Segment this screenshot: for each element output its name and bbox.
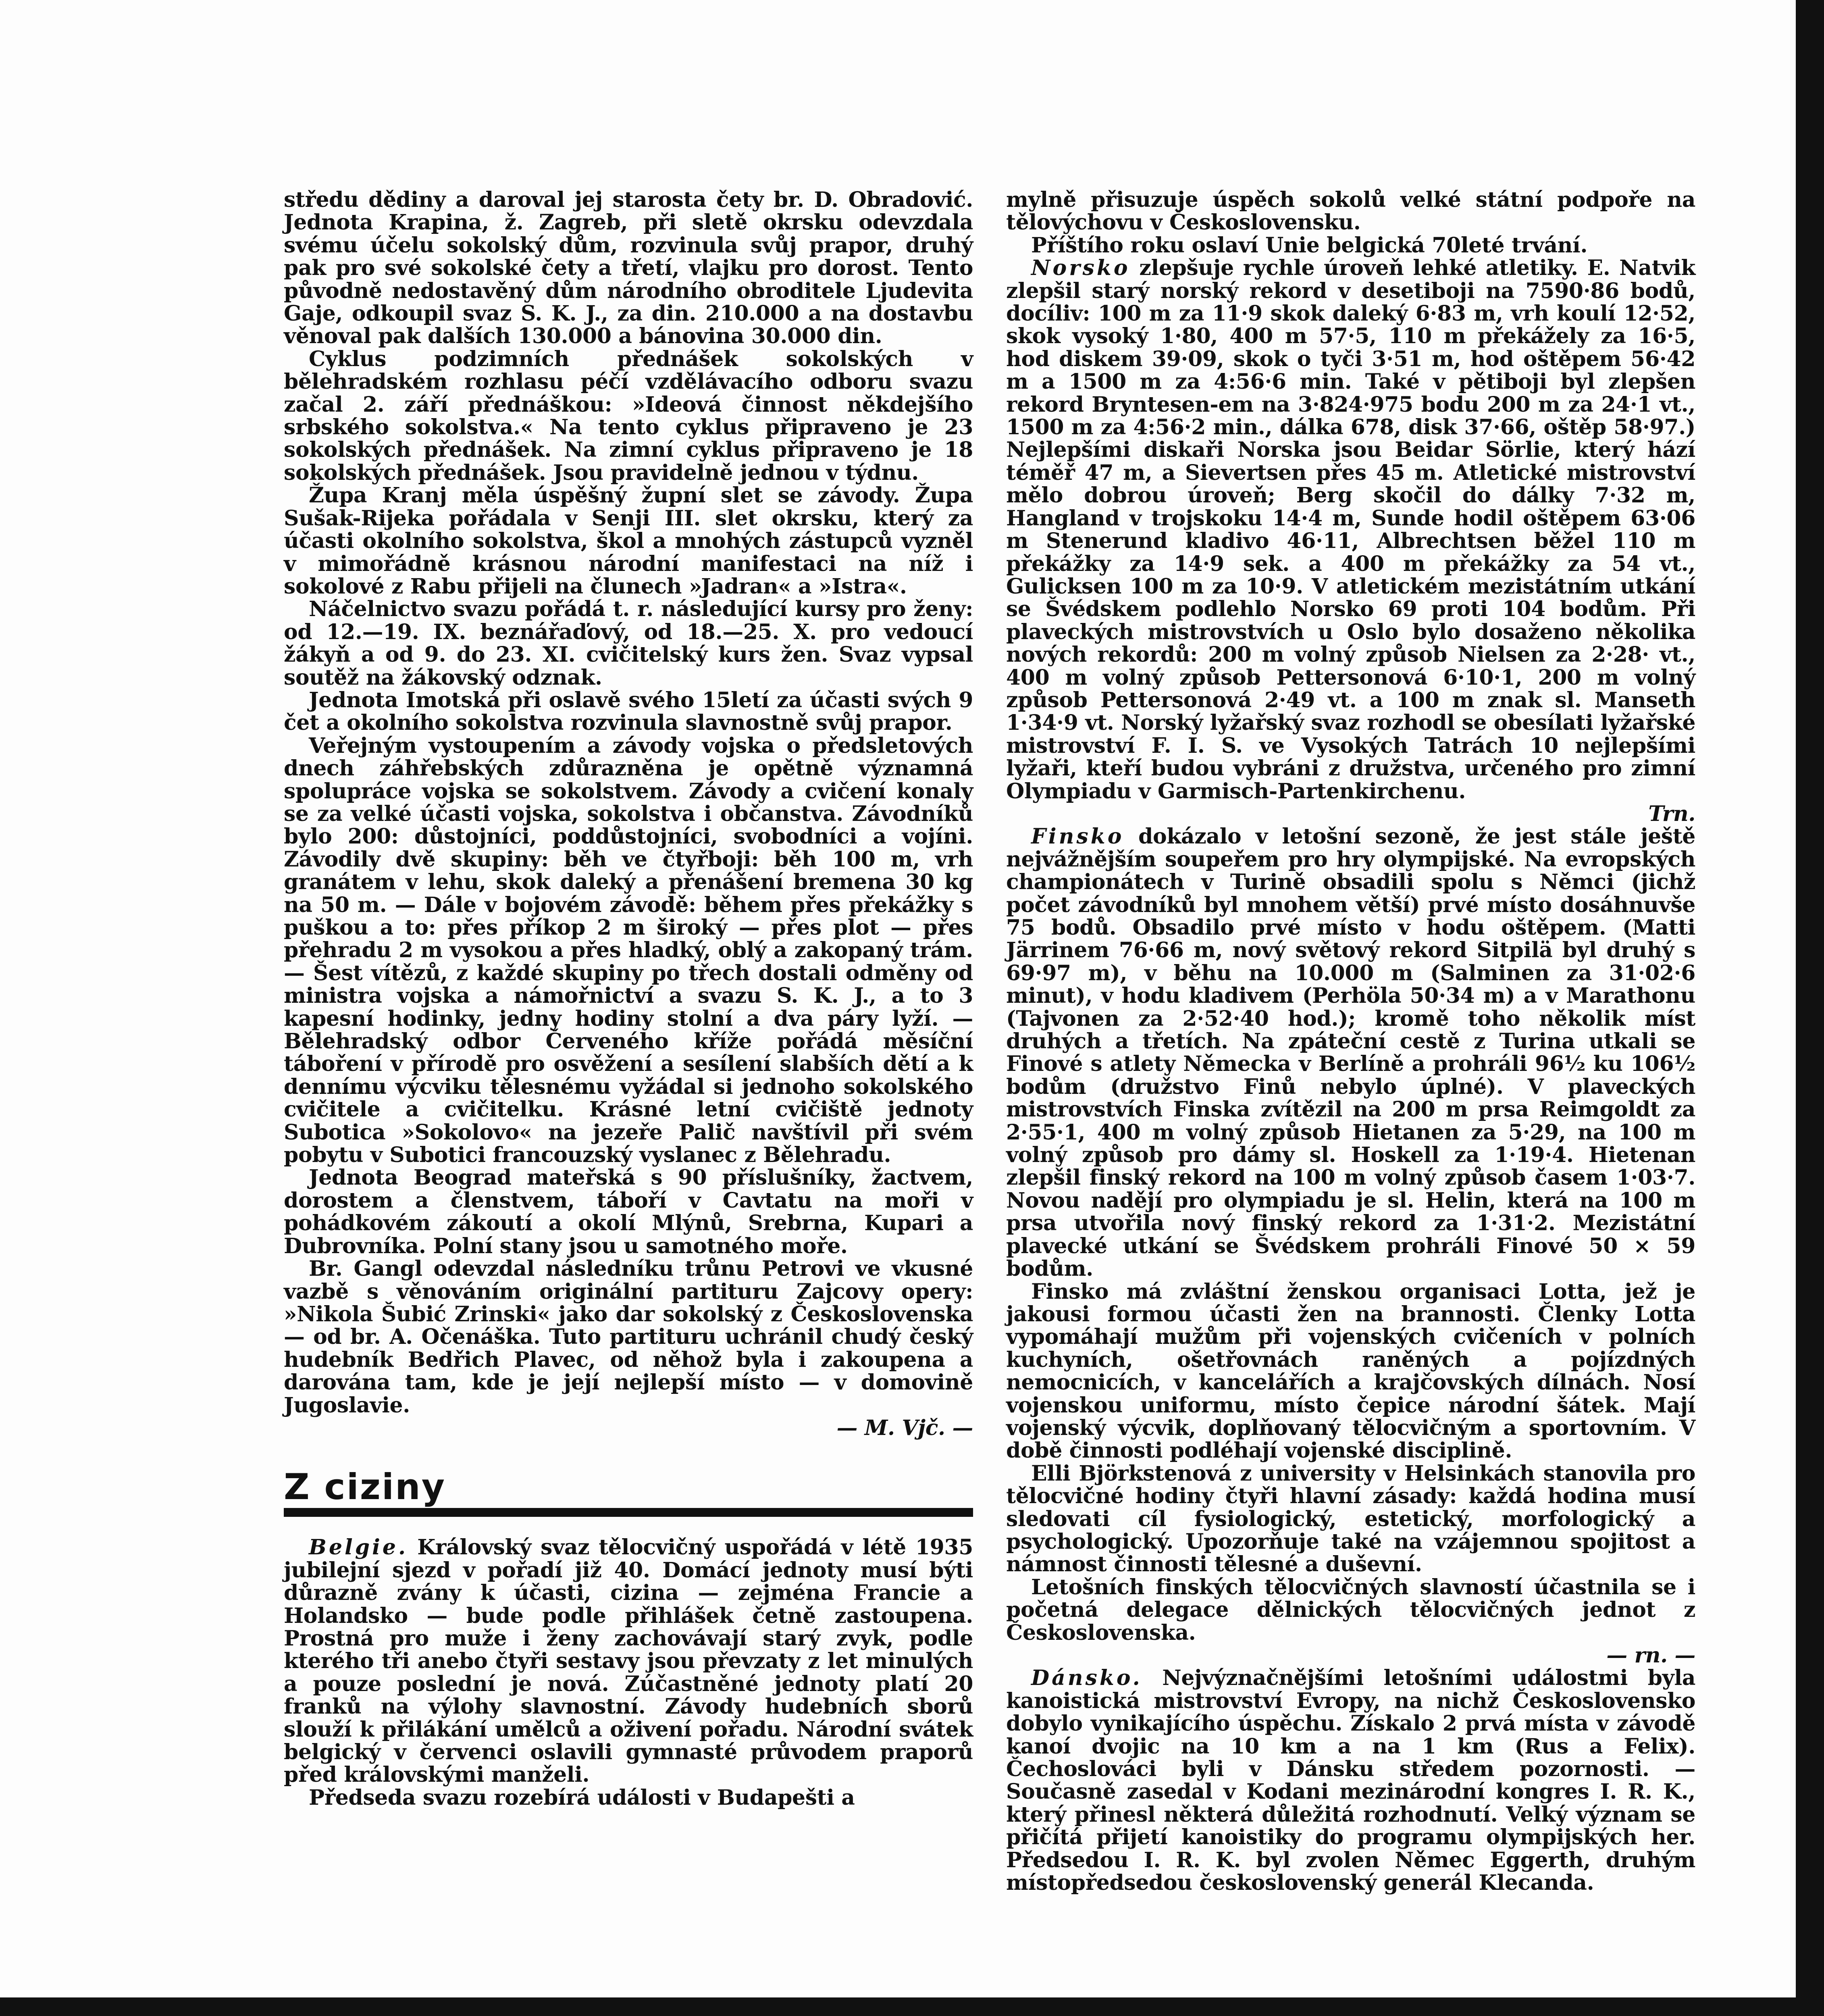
country-lead: Norsko [1031, 256, 1130, 281]
paragraph [1006, 825, 1695, 1280]
paragraph: Příštího roku oslaví Unie belgická 70leté trvání. [1031, 233, 1588, 258]
right-column [1006, 189, 1695, 1894]
paragraph: Náčelnictvo svazu pořádá t. r. následující kursy pro ženy: od 12.—19. IX. beznářaďový, od 18.—25. X. pro vedoucí žákyň a od 9. do 23. XI. cvičitelský kurs žen. Svaz vypsal soutěž na žákovský odznak. [284, 597, 973, 690]
paragraph [1006, 257, 1695, 803]
paragraph [1006, 1667, 1695, 1894]
paragraph-text: Předseda svazu rozebírá události v Budapešti a [309, 1785, 855, 1810]
author-signature: — rn. — [1606, 1643, 1695, 1668]
paragraph-text: dokázalo v letošní sezoně, že jest stále ještě nejvážnějším soupeřem pro hry olympijské. Na evropských championátech v Turině obsadili spolu s Němci (jichž počet závodníků byl mnohem větší) prvé místo dosáhnuvše 75 bodů. Obsadilo prvé místo v hodu oštěpem. (Matti Järrinem 76·66 m, nový světový rekord Sitpilä byl druhý s 69·97 m), v běhu na 10.000 m (Salminen za 31·02·6 minut), v hodu kladivem (Perhöla 50·34 m) a v Marathonu (Tajvonen za 2·52·40 hod.); kromě toho několik míst druhých a třetích. Na zpáteční cestě z Turina utkali se Finové s atlety Německa v Berlíně a prohráli 96½ ku 106½ bodům (družstvo Finů nebylo úplné). V plaveckých mistrovstvích Finska zvítězil na 200 m prsa Reimgoldt za 2·55·1, 400 m volný způsob Hietanen za 5·29, na 100 m volný způsob pro dámy sl. Hoskell za 1·19·4. Hietenan zlepšil finský rekord na 100 m volný způsob časem 1·03·7. Novou nadějí pro olympiadu je sl. Helin, která na 100 m prsa utvořila nový finský rekord za 1·31·2. Mezistátní plavecké utkání se Švédskem prohráli Finové 50 × 59 bodům. [1006, 824, 1695, 1281]
paragraph: mylně přisuzuje úspěch sokolů velké státní podpoře na tělovýchovu v Československu. [1006, 187, 1695, 235]
section-heading: Z ciziny [284, 1466, 446, 1508]
paragraph-text: Nejvýznačnějšími letošními událostmi byla kanoistická mistrovství Evropy, na nichž Československo dobylo vynikajícího úspěchu. Získalo 2 prvá místa v závodě kanoí dvojic na 10 km a na 1 km (Rus a Felix). Čechoslováci byli v Dánsku středem pozornosti. — Současně zasedal v Kodani mezinárodní kongres I. R. K., který přinesl některá důležitá rozhodnutí. Velký význam se přičítá přijetí kanoistiky do programu olympijských her. Předsedou I. R. K. byl zvolen Němec Eggerth, druhým místopředsedou československý generál Klecanda. [1006, 1666, 1695, 1895]
paragraph: středu dědiny a daroval jej starosta čety br. D. Obradović. Jednota Krapina, ž. Zagreb, při sletě okrsku odevzdala svému účelu sokolský dům, rozvinula svůj prapor, druhý pak pro své sokolské čety a třetí, vlajku pro dorost. Tento původně nedostavěný dům národního obroditele Ljudevita Gaje, odkoupil svaz S. K. J., za din. 210.000 a na dostavbu věnoval pak dalších 130.000 a bánovina 30.000 din. [284, 187, 973, 349]
author-signature: — M. Vjč. — [836, 1415, 973, 1440]
country-lead: Finsko [1031, 824, 1124, 849]
left-column [284, 189, 973, 1809]
paragraph: Finsko má zvláštní ženskou organisaci Lotta, jež je jakousi formou účasti žen na brannosti. Členky Lotta vypomáhají mužům při vojenských cvičeních v polních kuchyních, ošetřovnách raněných a pojízdných nemocnicích, v kancelářích a krajčovských dílnách. Nosí vojenskou uniformu, místo čepice národní šátek. Mají vojenský výcvik, doplňovaný tělocvičným a sportovním. V době činnosti podléhají vojenské disciplině. [1006, 1279, 1695, 1463]
author-signature: Trn. [1648, 801, 1695, 826]
paragraph [284, 1787, 973, 1809]
country-lead: Dánsko. [1031, 1666, 1142, 1691]
paragraph: Jednota Imotská při oslavě svého 15letí za účasti svých 9 čet a okolního sokolstva rozvinula slavnostně svůj prapor. [284, 687, 973, 735]
country-lead: Belgie. [309, 1535, 408, 1560]
paragraph: Jednota Beograd mateřská s 90 příslušníky, žactvem, dorostem a členstvem, táboří v Cavtatu na moři v pohádkovém zákoutí a okolí Mlýnů, Srebrna, Kupari a Dubrovníka. Polní stany jsou u samotného moře. [284, 1165, 973, 1258]
scan-edge-bottom [0, 1997, 1824, 2016]
scan-edge-right [1796, 0, 1824, 2016]
paragraph [284, 1536, 973, 1786]
paragraph: Elli Björkstenová z university v Helsinkách stanovila pro tělocvičné hodiny čtyři hlavní zásady: každá hodina musí sledovati cíl fysiologický, estetický, morfologický a psychologický. Upozorňuje také na vzájemnou spojitost a námnost činnosti tělesné a duševní. [1006, 1461, 1695, 1577]
paragraph: Br. Gangl odevzdal následníku trůnu Petrovi ve vkusné vazbě s věnováním originální partituru Zajcovy opery: »Nikola Šubić Zrinski« jako dar sokolský z Československa — od br. A. Očenáška. Tuto partituru uchránil chudý český hudebník Bedřich Plavec, od něhož byla i zakoupena a darována tam, kde je její nejlepší místo — v domovině Jugoslavie. [284, 1256, 973, 1418]
paragraph: Župa Kranj měla úspěšný župní slet se závody. Župa Sušak-Rijeka pořádala v Senji III. slet okrsku, který za účasti okolního sokolstva, škol a mnohých zástupců vyzněl v mimořádně krásnou národní manifestaci na níž i sokolové z Rabu přijeli na člunech »Jadran« a »Istra«. [284, 483, 973, 599]
paragraph-text: Královský svaz tělocvičný uspořádá v létě 1935 jubilejní sjezd v pořadí již 40. Domácí jednoty musí býti důrazně zvány k účasti, cizina — zejména Francie a Holandsko — bude podle přihlášek četně zastoupena. Prostná pro muže i ženy zachovávají starý zvyk, podle kterého tři anebo čtyři sestavy jsou převzaty z let minulých a pouze poslední je nová. Zúčastněné jednoty platí 20 franků na výlohy slavnostní. Závody hudebních sborů slouží k přilákání umělců a oživení pořadu. Národní svátek belgický v červenci oslavili gymnasté průvodem praporů před královskými manželi. [284, 1535, 973, 1787]
paragraph: Veřejným vystoupením a závody vojska o předsletových dnech záhřebských zdůrazněna je opětně významná spolupráce vojska se sokolstvem. Závody a cvičení konaly se za velké účasti vojska, sokolstva i občanstva. Závodníků bylo 200: důstojníci, poddůstojníci, svobodníci a vojíni. Závodily dvě skupiny: běh ve čtyřboji: běh 100 m, vrh granátem v lehu, skok daleký a přenášení bremena 30 kg na 50 m. — Dále v bojovém závodě: během přes překážky s puškou a to: přes příkop 2 m široký — přes plot — přes přehradu 2 m vysokou a přes hladký, oblý a zakopaný trám. — Šest vítězů, z každé skupiny po třech dostali odměny od ministra vojska a námořnictví a svazu S. K. J., a to 3 kapesní hodinky, jedny hodiny stolní a dva páry lyží. — Bělehradský odbor Červeného kříže pořádá měsíční táboření v přírodě pro osvěžení a sesílení slabších dětí a k dennímu výcviku tělesnému vyžádal si jednoho sokolského cvičitele a cvičitelku. Krásné letní cvičiště jednoty Subotica »Sokolovo« na jezeře Palič navštívil při svém pobytu v Subotici francouzský vyslanec z Bělehradu. [284, 733, 973, 1168]
paragraph: Letošních finských tělocvičných slavností účastnila se i početná delegace dělnických tělocvičných jednot z Československa. [1006, 1574, 1695, 1645]
paragraph-text: zlepšuje rychle úroveň lehké atletiky. E. Natvik zlepšil starý norský rekord v desetiboji na 7590·86 bodů, docíliv: 100 m za 11·9 skok daleký 6·83 m, vrh koulí 12·52, skok vysoký 1·80, 400 m 57·5, 110 m překážely za 16·5, hod diskem 39·09, skok o tyči 3·51 m, hod oštěpem 56·42 m a 1500 m za 4:56·6 min. Také v pětiboji byl zlepšen rekord Bryntesen-em na 3·824·975 bodu 200 m za 24·1 vt., 1500 m za 4:56·2 min., dálka 678, disk 37·66, oštěp 58·97.) Nejlepšími diskaři Norska jsou Beidar Sörlie, který hází téměř 47 m, a Sievertsen přes 45 m. Atletické mistrovství mělo dobrou úroveň; Berg skočil do dálky 7·32 m, Hangland v trojskoku 14·4 m, Sunde hodil oštěpem 63·06 m Stenerund kladivo 46·11, Albrechtsen běžel 110 m překážky za 14·9 sek. a 400 m překážky za 54 vt., Gulicksen 100 m za 10·9. V atletickém mezistátním utkání se Švédskem podlehlo Norsko 69 proti 104 bodům. Při plaveckých mistrovstvích u Oslo bylo dosaženo několika nových rekordů: 200 m volný způsob Nielsen za 2·28· vt., 400 m volný způsob Pettersonová 6·10·1, 200 m volný způsob Pettersonová 2·49 vt. a 100 m znak sl. Manseth 1·34·9 vt. Norský lyžařský svaz rozhodl se obesílati lyžařské mistrovství F. I. S. ve Vysokých Tatrách 10 nejlepšími lyžaři, kteří budou vybráni z družstva, určeného pro zimní Olympiadu v Garmisch-Partenkirchenu. [1006, 256, 1695, 804]
heading-rule [284, 1508, 973, 1517]
paragraph: Cyklus podzimních přednášek sokolských v bělehradském rozhlasu péčí vzdělávacího odboru svazu začal 2. září přednáškou: »Ideová činnost někdejšího srbského sokolstva.« Na tento cyklus připraveno je 23 sokolských přednášek. Na zimní cyklus připraveno je 18 sokolských přednášek. Jsou pravidelně jednou v týdnu. [284, 346, 973, 485]
